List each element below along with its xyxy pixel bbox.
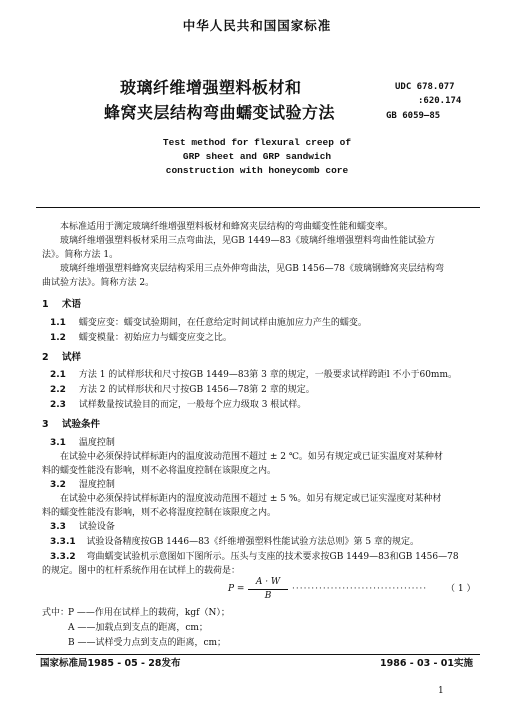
effective-date: 1986 - 03 - 01实施 [380, 658, 473, 669]
formula-numerator: A · W [255, 577, 281, 587]
item-3-1-heading [50, 438, 115, 449]
formula-denominator: B [264, 591, 272, 601]
item-3-1-text-a: 在试验中必须保持试样标距内的温度波动范围不超过 ± 2 ℃。如另有规定或已证实温度对某种材 [60, 452, 443, 462]
where-label: 式中： [42, 608, 70, 618]
item-3-1-number: 3.1 [50, 438, 66, 448]
item-1-1-number: 1.1 [50, 318, 66, 328]
item-3-2-number: 3.2 [50, 480, 66, 490]
item-3-2-title: 湿度控制 [78, 480, 115, 490]
item-2-2-number: 2.2 [50, 385, 66, 395]
item-3-3-2-number: 3.3.2 [50, 552, 76, 562]
intro-paragraph-3a: 玻璃纤维增强塑料蜂窝夹层结构采用三点外伸弯曲法，见GB 1456—78《玻璃钢蜂窝夹层结构弯 [60, 264, 445, 274]
item-1-2 [50, 333, 232, 344]
item-2-3 [50, 400, 306, 411]
item-3-1-text-b: 料的蠕变性能没有影响，则不必将温度控制在该限度之内。 [42, 466, 277, 476]
section-3-number: 3 [42, 419, 49, 430]
item-2-1 [50, 370, 457, 381]
formula-fraction-bar [248, 589, 288, 590]
where-a: A ——加载点到支点的距离，cm； [68, 623, 208, 633]
title-line-2: 蜂窝夹层结构弯曲蠕变试验方法 [104, 103, 336, 122]
item-3-2-heading [50, 480, 115, 491]
item-3-2-text-a: 在试验中必须保持试样标距内的湿度波动范围不超过 ± 5 %。如另有规定或已证实湿度对某种材 [60, 494, 442, 504]
standard-header: 中华人民共和国国家标准 [182, 18, 332, 33]
section-2-title: 试样 [61, 352, 81, 363]
item-3-3-heading [50, 522, 115, 533]
item-3-3-1-number: 3.3.1 [50, 537, 76, 547]
item-1-2-number: 1.2 [50, 333, 66, 343]
item-2-1-text: 方法 1 的试样形状和尺寸按GB 1449—83第 3 章的规定，一般要求试样跨距l 不小于60mm。 [78, 370, 458, 380]
gb-number: GB 6059—85 [386, 111, 441, 121]
item-2-1-number: 2.1 [50, 370, 66, 380]
formula-lhs: P = [228, 584, 245, 594]
header-rule [36, 207, 480, 208]
item-1-2-text: 蠕变模量：初始应力与蠕变应变之比。 [78, 333, 232, 343]
where-p: P ——作用在试样上的载荷，kgf（N）； [68, 608, 230, 618]
item-2-2 [50, 385, 315, 396]
section-1-number: 1 [42, 299, 49, 310]
item-3-3-number: 3.3 [50, 522, 66, 532]
item-3-3-1 [50, 537, 419, 548]
item-1-1-text: 蠕变应变：蠕变试验期间，在任意给定时间试样由施加应力产生的蠕变。 [78, 318, 367, 328]
formula-tag: （ 1 ） [446, 584, 476, 594]
section-3-heading [42, 419, 100, 431]
intro-paragraph-3b: 曲试验方法》。简称方法 2。 [42, 278, 155, 288]
item-3-3-title: 试验设备 [78, 522, 115, 532]
where-b: B ——试样受力点到支点的距离，cm； [68, 638, 227, 648]
english-title-line-3: construction with honeycomb core [165, 165, 349, 176]
item-2-3-text: 试样数量按试验目的而定，一般每个应力级取 3 根试样。 [78, 400, 307, 410]
intro-paragraph-1: 本标准适用于测定玻璃纤维增强塑料板材和蜂窝夹层结构的弯曲蠕变性能和蠕变率。 [60, 222, 394, 232]
intro-paragraph-2b: 法》。简称方法 1。 [42, 250, 119, 260]
item-3-1-title: 温度控制 [78, 438, 115, 448]
item-3-3-2-text-b: 的规定。图中的杠杆系统作用在试样上的载荷是： [42, 566, 241, 576]
page-number: 1 [438, 686, 444, 696]
section-1-title: 术语 [61, 299, 81, 310]
item-1-1 [50, 318, 367, 329]
section-3-title: 试验条件 [61, 419, 100, 430]
issued-date: 国家标准局1985 - 05 - 28发布 [40, 658, 181, 669]
udc-code: UDC 678.077 [395, 82, 455, 92]
item-3-3-2-text-a: 弯曲蠕变试验机示意图如下图所示。压头与支座的技术要求按GB 1449—83和GB 1456—78 [86, 552, 459, 562]
english-title-line-1: Test method for flexural creep of [162, 137, 352, 148]
item-2-3-number: 2.3 [50, 400, 66, 410]
section-1-heading [42, 299, 81, 311]
title-line-1: 玻璃纤维增强塑料板材和 [120, 78, 302, 97]
item-3-3-2 [50, 552, 459, 563]
item-3-3-1-text: 试验设备精度按GB 1446—83《纤维增强塑料性能试验方法总则》第 5 章的规定。 [86, 537, 419, 547]
item-3-2-text-b: 料的蠕变性能没有影响，则不必将湿度控制在该限度之内。 [42, 508, 277, 518]
udc-code-2: :620.174 [418, 96, 462, 106]
footer-rule [36, 654, 480, 655]
item-2-2-text: 方法 2 的试样形状和尺寸按GB 1456—78第 2 章的规定。 [78, 385, 315, 395]
section-2-heading [42, 352, 81, 364]
formula-leader: ··································· [292, 584, 428, 594]
english-title-line-2: GRP sheet and GRP sandwich [182, 151, 332, 162]
intro-paragraph-2a: 玻璃纤维增强塑料板材采用三点弯曲法，见GB 1449—83《玻璃纤维增强塑料弯曲性能试验方 [60, 236, 436, 246]
section-2-number: 2 [42, 352, 49, 363]
